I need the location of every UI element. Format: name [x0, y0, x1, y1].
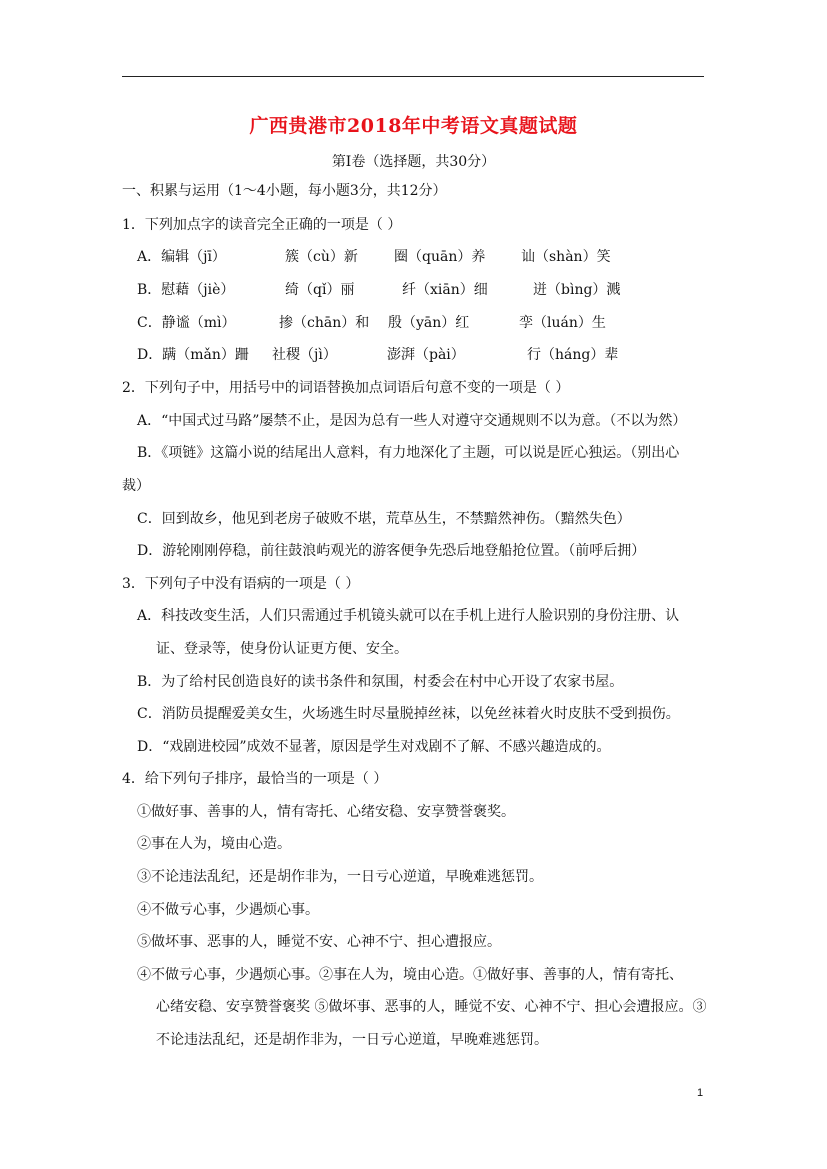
q1-c-4: 孪（luán）生 [519, 315, 606, 331]
q1-b-3: 纤（xiān）细 [402, 282, 488, 298]
q2-option-c: C．回到故乡，他见到老房子破败不堪，荒草丛生，不禁黯然神伤。（黯然失色） [137, 511, 631, 527]
q1-d-1: D．蹒（mǎn）跚 [137, 347, 249, 363]
q1-c-3: 殷（yān）红 [388, 315, 470, 331]
volume-subtitle: 第Ⅰ卷（选择题，共30分） [331, 154, 496, 170]
q4-sentence-1: ①做好事、善事的人，情有寄托、心绪安稳、安享赞誉褒奖。 [137, 804, 515, 820]
q1-a-1: A．编辑（jī） [137, 249, 226, 265]
q2-stem: 2．下列句子中，用括号中的词语替换加点词语后句意不变的一项是（ ） [122, 380, 570, 396]
q1-d-3: 澎湃（pài） [387, 347, 465, 363]
q1-c-1: C．静谧（mì） [137, 315, 236, 331]
q1-b-4: 迸（bìng）溅 [533, 282, 621, 298]
q1-d-2: 社稷（jì） [272, 347, 337, 363]
page-number: 1 [697, 1087, 704, 1099]
q3-option-a: A．科技改变生活，人们只需通过手机镜头就可以在手机上进行人脸识别的身份注册、认 [137, 608, 680, 624]
q1-a-2: 簇（cù）新 [285, 249, 358, 265]
q1-d-4: 行（háng）辈 [527, 347, 619, 363]
q2-option-d: D．游轮刚刚停稳，前往鼓浪屿观光的游客便争先恐后地登船抢位置。（前呼后拥） [137, 543, 646, 559]
q1-b-1: B．慰藉（jiè） [137, 282, 235, 298]
q3-stem: 3．下列句子中没有语病的一项是（ ） [122, 576, 360, 592]
q1-a-3: 圈（quān）养 [394, 249, 486, 265]
q4-order-line-3: 不论违法乱纪，还是胡作非为，一日亏心逆道，早晚难逃惩罚。 [156, 1032, 548, 1048]
q3-option-d: D．“戏剧进校园”成效不显著，原因是学生对戏剧不了解、不感兴趣造成的。 [137, 739, 611, 755]
q2-option-a: A．“中国式过马路”屡禁不止，是因为总有一些人对遵守交通规则不以为意。（不以为然） [137, 413, 687, 429]
q4-order-line-2: 心绪安稳、安享赞誉褒奖 ⑤做坏事、恶事的人，睡觉不安、心神不宁、担心会遭报应。③ [156, 999, 707, 1015]
q1-a-4: 讪（shàn）笑 [521, 249, 611, 265]
q4-sentence-3: ③不论违法乱纪，还是胡作非为，一日亏心逆道，早晚难逃惩罚。 [137, 869, 543, 885]
q3-option-c: C．消防员提醒爱美女生，火场逃生时尽量脱掉丝袜，以免丝袜着火时皮肤不受到损伤。 [137, 706, 680, 722]
header-rule [122, 76, 704, 77]
q2-option-b-cont: 裁） [122, 478, 150, 494]
q4-sentence-4: ④不做亏心事，少遇烦心事。 [137, 902, 319, 918]
q3-option-a-cont: 证、登录等，使身份认证更方便、安全。 [156, 641, 408, 657]
q3-option-b: B．为了给村民创造良好的读书条件和氛围，村委会在村中心开设了农家书屋。 [137, 674, 624, 690]
section-heading: 一、积累与运用（1～4小题，每小题3分，共12分） [122, 183, 447, 199]
q4-stem: 4．给下列句子排序，最恰当的一项是（ ） [122, 771, 388, 787]
page-title: 广西贵港市2018年中考语文真题试题 [249, 115, 578, 137]
q1-b-2: 绮（qǐ）丽 [285, 282, 355, 298]
q2-option-b: B．《项链》这篇小说的结尾出人意料，有力地深化了主题，可以说是匠心独运。（别出心 [137, 445, 680, 461]
q1-stem: 1．下列加点字的读音完全正确的一项是（ ） [122, 217, 402, 233]
q4-sentence-5: ⑤做坏事、恶事的人，睡觉不安、心神不宁、担心遭报应。 [137, 934, 501, 950]
q4-order-line-1: ④不做亏心事，少遇烦心事。②事在人为，境由心造。①做好事、善事的人，情有寄托、 [137, 967, 683, 983]
q4-sentence-2: ②事在人为，境由心造。 [137, 836, 291, 852]
q1-c-2: 掺（chān）和 [279, 315, 370, 331]
